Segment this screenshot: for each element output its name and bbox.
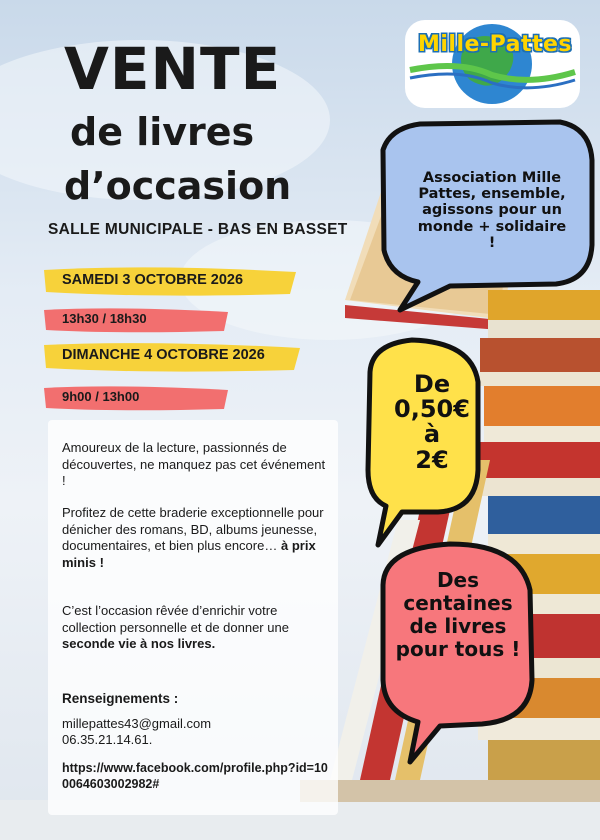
date-sunday-label: DIMANCHE 4 OCTOBRE 2026 [62,347,265,363]
contact-lines [62,716,211,748]
braderie-text: Profitez de cette braderie exceptionnelle pour dénicher des romans, BD, albums jeunesse, documentaires, et bien plus encore… [62,505,324,553]
intro-paragraph: Amoureux de la lecture, passionnés de découvertes, ne manquez pas cet événement ! [62,440,326,488]
braderie-paragraph [62,505,334,571]
occasion-paragraph [62,603,332,653]
price-line-3: à [423,420,441,449]
title-vente: VENTE [64,35,282,103]
mille-pattes-logo: Mille-Pattes [418,32,572,57]
price-line-1: De [413,370,451,398]
hours-saturday-label: 13h30 / 18h30 [62,311,147,326]
contact-phone[interactable]: 06.35.21.14.61. [62,732,153,747]
occasion-text: C’est l’occasion rêvée d’enrichir votre collection personnelle et de donner une [62,603,289,635]
books-bubble: Des centaines de livres pour tous ! [395,568,521,661]
hours-sunday-label: 9h00 / 13h00 [62,389,140,404]
braderie-bold: à prix minis ! [62,538,316,570]
association-bubble: Association Mille Pattes, ensemble, agissons pour un monde + solidaire ! [417,170,567,251]
facebook-link[interactable]: https://www.facebook.com/profile.php?id=100064603002982# [62,761,328,791]
hours-sunday [48,387,228,409]
date-saturday-label: SAMEDI 3 OCTOBRE 2026 [62,272,244,288]
info-card [48,420,338,815]
title-de-livres: de livres [70,110,255,154]
price-line-4: 2€ [415,445,449,474]
title-doccasion: d’occasion [64,164,292,208]
venue: SALLE MUNICIPALE - BAS EN BASSET [48,221,348,238]
date-saturday [48,268,298,294]
price-line-2: 0,50€ [394,395,470,424]
contact-email[interactable]: millepattes43@gmail.com [62,716,212,731]
hours-saturday [48,309,228,331]
contact-heading: Renseignements : [62,691,179,706]
date-sunday [48,343,302,369]
price-bubble [380,372,484,473]
occasion-bold: seconde vie à nos livres. [62,636,216,651]
